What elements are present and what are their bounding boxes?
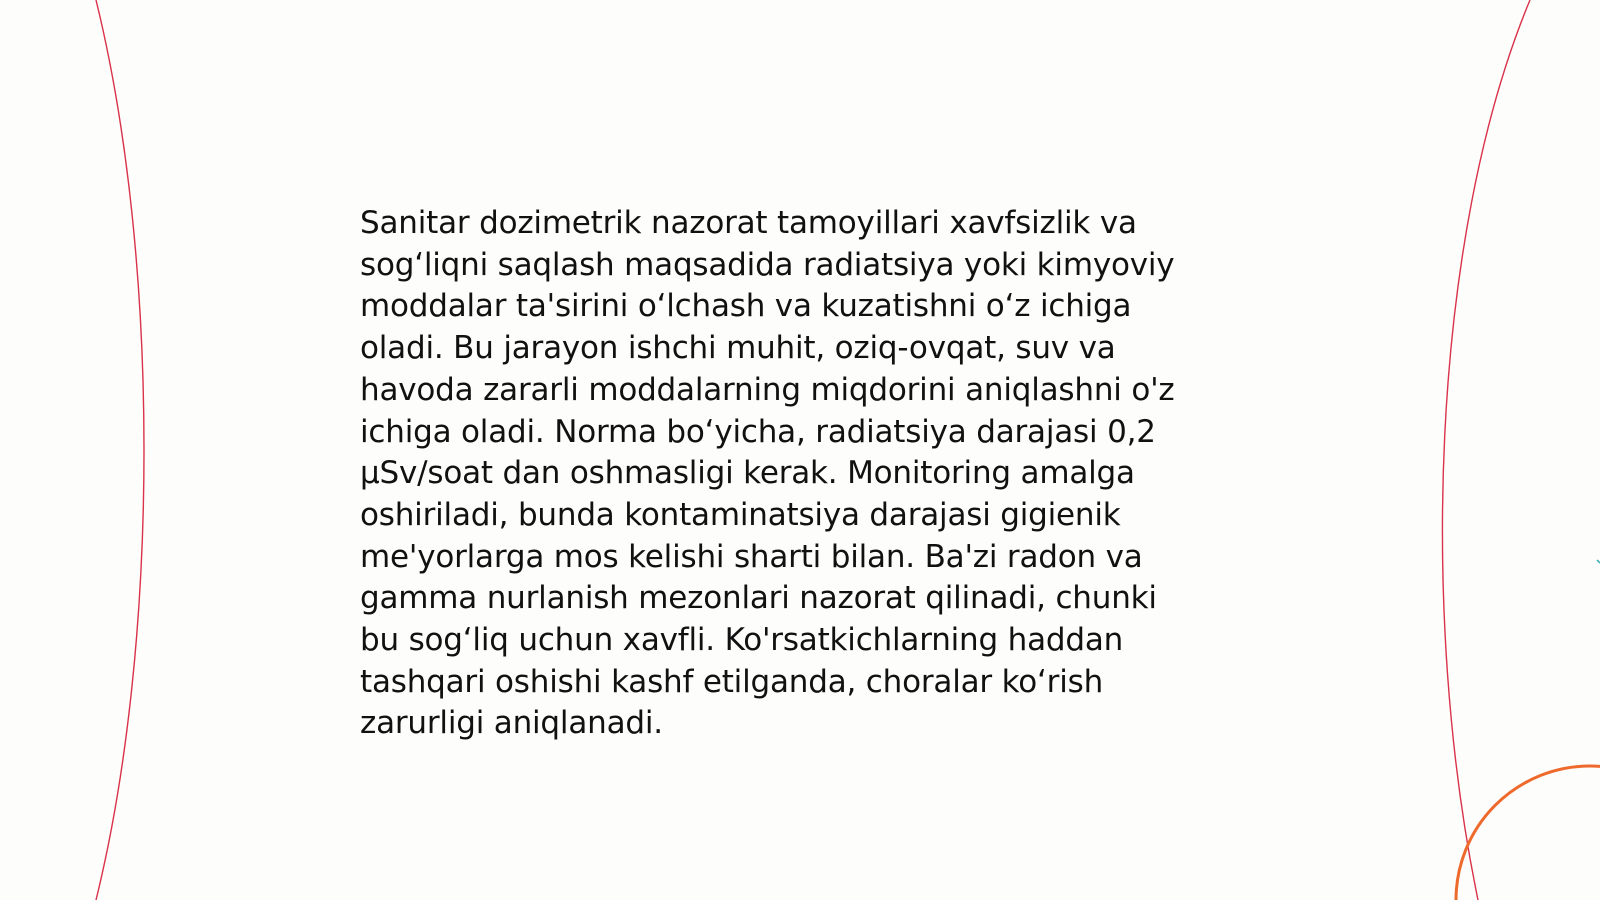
paragraph-line: Sanitar dozimetrik nazorat tamoyillari xavfsizlik va (360, 205, 1137, 241)
body-paragraph (360, 203, 1240, 745)
paragraph-line: moddalar ta'sirini o‘lchash va kuzatishni o‘z ichiga (360, 288, 1132, 325)
paragraph-line: havoda zararli moddalarning miqdorini aniqlashni o'z (360, 371, 1175, 408)
paragraph-line: bu sog‘liq uchun xavfli. Ko'rsatkichlarning haddan (360, 622, 1124, 659)
paragraph-line: μSv/soat dan oshmasligi kerak. Monitoring amalga (360, 455, 1135, 492)
paragraph-line: oshiriladi, bunda kontaminatsiya darajasi gigienik (360, 496, 1121, 533)
paragraph-line: sog‘liqni saqlash maqsadida radiatsiya yoki kimyoviy (360, 246, 1175, 283)
left-arc-decoration (96, 0, 144, 900)
paragraph-line: tashqari oshishi kashf etilganda, choralar ko‘rish (360, 663, 1104, 700)
paragraph-line: ichiga oladi. Norma bo‘yicha, radiatsiya darajasi 0,2 (360, 413, 1156, 450)
paragraph-line: zarurligi aniqlanadi. (360, 705, 663, 742)
right-arc-decoration (1442, 0, 1530, 900)
paragraph-line: me'yorlarga mos kelishi sharti bilan. Ba'zi radon va (360, 538, 1143, 575)
paragraph-line: gamma nurlanish mezonlari nazorat qilinadi, chunki (360, 580, 1157, 617)
orange-circle-decoration (1456, 766, 1600, 900)
paragraph-line: oladi. Bu jarayon ishchi muhit, oziq-ovqat, suv va (360, 330, 1116, 367)
